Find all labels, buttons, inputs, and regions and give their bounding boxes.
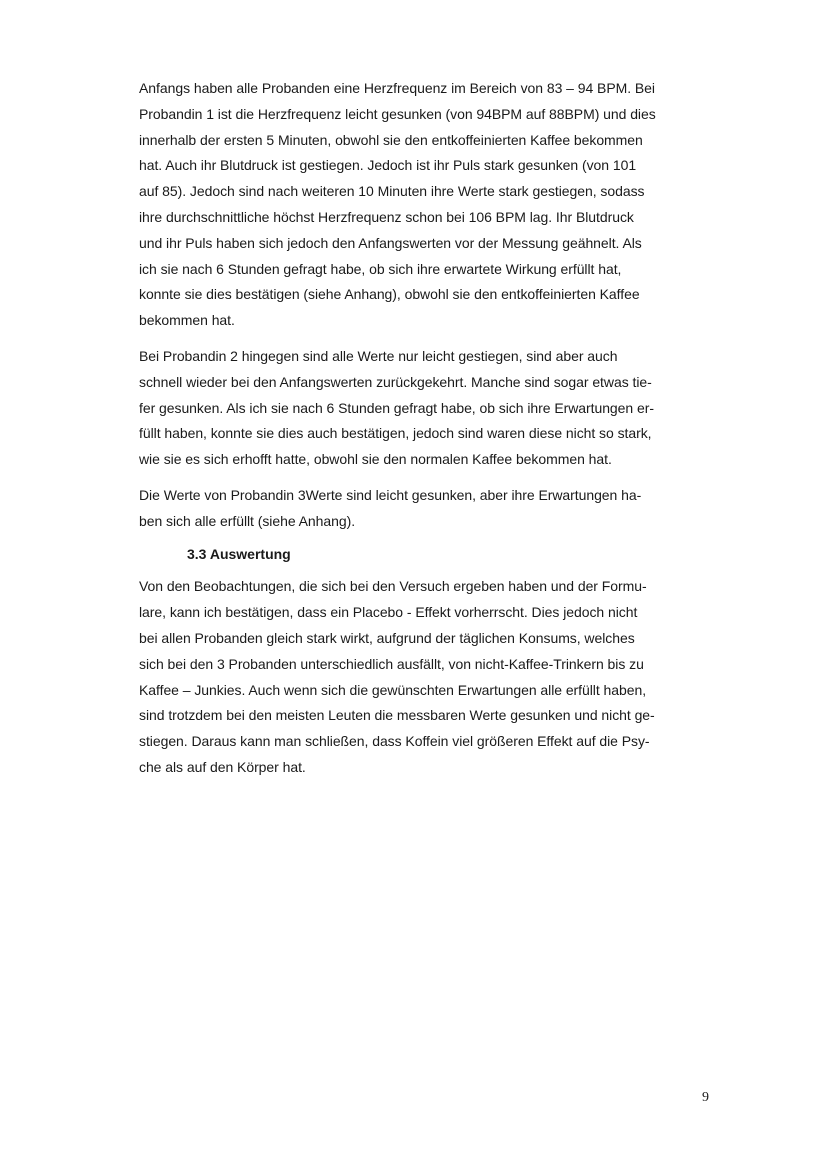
results-paragraph-3 xyxy=(139,483,699,535)
paragraph-spacer xyxy=(139,535,699,542)
text-line: Die Werte von Probandin 3Werte sind leicht gesunken, aber ihre Erwartungen ha- xyxy=(139,486,642,503)
text-line: auf 85). Jedoch sind nach weiteren 10 Minuten ihre Werte stark gestiegen, sodass xyxy=(139,183,645,200)
text-line: fer gesunken. Als ich sie nach 6 Stunden gefragt habe, ob sich ihre Erwartungen er- xyxy=(139,399,654,416)
results-paragraph-2 xyxy=(139,344,699,473)
text-line: Probandin 1 ist die Herzfrequenz leicht gesunken (von 94BPM auf 88BPM) und dies xyxy=(139,105,656,122)
text-line: Kaffee – Junkies. Auch wenn sich die gewünschten Erwartungen alle erfüllt haben, xyxy=(139,681,647,698)
text-line: wie sie es sich erhofft hatte, obwohl sie den normalen Kaffee bekommen hat. xyxy=(139,451,612,468)
text-line: ihre durchschnittliche höchst Herzfrequenz schon bei 106 BPM lag. Ihr Blutdruck xyxy=(139,208,634,225)
results-paragraph-1 xyxy=(139,76,699,334)
text-line: sind trotzdem bei den meisten Leuten die messbaren Werte gesunken und nicht ge- xyxy=(139,707,655,724)
text-line: hat. Auch ihr Blutdruck ist gestiegen. Jedoch ist ihr Puls stark gesunken (von 101 xyxy=(139,157,637,174)
text-line: Anfangs haben alle Probanden eine Herzfrequenz im Bereich von 83 – 94 BPM. Bei xyxy=(139,80,655,96)
text-line: innerhalb der ersten 5 Minuten, obwohl sie den entkoffeinierten Kaffee bekommen xyxy=(139,131,643,148)
text-line: ben sich alle erfüllt (siehe Anhang). xyxy=(139,512,356,529)
text-line: füllt haben, konnte sie dies auch bestätigen, jedoch sind waren diese nicht so stark, xyxy=(139,425,652,442)
paragraph-spacer xyxy=(139,334,699,344)
text-line: bekommen hat. xyxy=(139,312,235,329)
text-line: und ihr Puls haben sich jedoch den Anfangswerten vor der Messung geähnelt. Als xyxy=(139,234,642,251)
text-line: lare, kann ich bestätigen, dass ein Placebo - Effekt vorherrscht. Dies jedoch nicht xyxy=(139,604,638,621)
page-content xyxy=(139,76,699,781)
text-line: stiegen. Daraus kann man schließen, dass Koffein viel größeren Effekt auf die Psy- xyxy=(139,733,650,750)
text-line: Bei Probandin 2 hingegen sind alle Werte nur leicht gestiegen, sind aber auch xyxy=(139,347,618,364)
text-line: ich sie nach 6 Stunden gefragt habe, ob sich ihre erwartete Wirkung erfüllt hat, xyxy=(139,260,622,277)
page-number: 9 xyxy=(702,1090,709,1105)
paragraph-spacer xyxy=(139,473,699,483)
text-line: konnte sie dies bestätigen (siehe Anhang), obwohl sie den entkoffeinierten Kaffee xyxy=(139,286,640,303)
text-line: schnell wieder bei den Anfangswerten zurückgekehrt. Manche sind sogar etwas tie- xyxy=(139,373,652,390)
section-heading: 3.3 Auswertung xyxy=(187,545,291,562)
text-line: che als auf den Körper hat. xyxy=(139,758,306,775)
text-line: bei allen Probanden gleich stark wirkt, aufgrund der täglichen Konsums, welches xyxy=(139,629,635,646)
text-line: sich bei den 3 Probanden unterschiedlich ausfällt, von nicht-Kaffee-Trinkern bis zu xyxy=(139,655,644,672)
evaluation-paragraph xyxy=(139,574,699,780)
paragraph-spacer xyxy=(139,567,699,574)
text-line: Von den Beobachtungen, die sich bei den Versuch ergeben haben und der Formu- xyxy=(139,578,647,595)
